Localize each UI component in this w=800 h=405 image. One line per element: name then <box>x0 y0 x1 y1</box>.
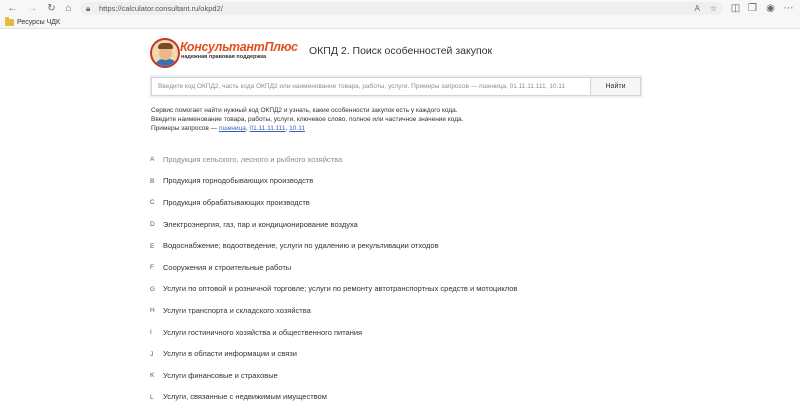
example-separator: , <box>245 125 250 132</box>
example-link-short-code[interactable]: 10.11 <box>289 125 305 132</box>
section-label[interactable]: Услуги гостиничного хозяйства и общественного питания <box>163 327 363 337</box>
section-letter: F <box>150 264 154 272</box>
browser-toolbar <box>0 0 800 17</box>
search-button[interactable]: Найти <box>590 78 640 95</box>
bookmarks-bar <box>0 17 800 29</box>
section-letter: H <box>150 307 155 315</box>
section-item-c[interactable] <box>150 192 750 214</box>
section-letter: I <box>150 329 152 337</box>
section-item-f[interactable] <box>150 257 750 279</box>
examples-line <box>151 124 463 133</box>
address-bar[interactable] <box>80 2 723 15</box>
section-item-a[interactable] <box>150 149 750 171</box>
section-item-i[interactable] <box>150 322 750 344</box>
section-item-k[interactable] <box>150 365 750 387</box>
example-link-wheat[interactable]: пшеница <box>218 125 246 132</box>
section-label[interactable]: Продукция горнодобывающих производств <box>163 176 314 186</box>
section-label[interactable]: Услуги транспорта и складского хозяйства <box>163 305 311 315</box>
home-icon[interactable]: ⌂ <box>65 2 72 14</box>
section-item-e[interactable] <box>150 235 750 257</box>
section-item-b[interactable] <box>150 171 750 193</box>
logo-mascot-icon <box>150 38 180 68</box>
back-arrow-icon[interactable]: ← <box>7 2 18 14</box>
profile-icon[interactable]: ◉ <box>766 2 775 14</box>
section-label[interactable]: Услуги, связанные с недвижимым имуществом <box>163 392 327 402</box>
example-separator: , <box>285 125 290 132</box>
section-letter: G <box>150 285 156 293</box>
favorite-star-icon[interactable]: ☆ <box>709 4 717 13</box>
collections-icon[interactable]: ❐ <box>748 2 757 14</box>
section-label[interactable]: Электроэнергия, газ, пар и кондиционирование воздуха <box>163 219 358 229</box>
section-letter: B <box>150 177 155 185</box>
okpd-section-list <box>150 149 750 405</box>
search-form <box>151 77 641 96</box>
logo-name: КонсультантПлюс <box>180 40 298 54</box>
section-label[interactable]: Продукция сельского, лесного и рыбного хозяйства <box>163 154 343 164</box>
address-url[interactable]: https://calculator.consultant.ru/okpd2/ <box>99 4 223 13</box>
section-item-g[interactable] <box>150 279 750 301</box>
consultant-logo[interactable] <box>150 38 298 68</box>
service-description <box>151 106 463 133</box>
section-label[interactable]: Услуги в области информации и связи <box>163 349 297 359</box>
section-item-j[interactable] <box>150 343 750 365</box>
bookmark-label: Ресурсы ЧДК <box>17 19 61 26</box>
section-letter: D <box>150 221 155 229</box>
section-label[interactable]: Сооружения и строительные работы <box>163 262 292 272</box>
bookmark-folder[interactable] <box>5 18 60 27</box>
examples-prefix: Примеры запросов — <box>151 125 219 132</box>
section-letter: E <box>150 242 155 250</box>
read-aloud-icon[interactable]: A <box>694 4 700 13</box>
logo-tagline: надежная правовая поддержка <box>181 54 267 60</box>
more-menu-icon[interactable]: ⋯ <box>783 2 794 14</box>
section-item-d[interactable] <box>150 214 750 236</box>
section-label[interactable]: Водоснабжение; водоотведение, услуги по удалению и рекультивации отходов <box>163 241 439 251</box>
extensions-icon[interactable]: ◫ <box>730 2 741 14</box>
section-label[interactable]: Услуги финансовые и страховые <box>163 370 278 380</box>
section-item-h[interactable] <box>150 300 750 322</box>
folder-icon <box>5 19 14 26</box>
section-letter: L <box>150 393 154 401</box>
search-input[interactable] <box>152 78 590 95</box>
section-label[interactable]: Услуги по оптовой и розничной торговле; услуги по ремонту автотранспортных средств и мотоциклов <box>163 284 518 294</box>
section-label[interactable]: Продукция обрабатывающих производств <box>163 197 310 207</box>
refresh-icon[interactable]: ↻ <box>47 2 56 14</box>
description-line-2: Введите наименование товара, работы, услуги, ключевое слово, полное или частичное значение кода. <box>151 116 464 123</box>
forward-arrow-icon[interactable]: → <box>27 2 38 14</box>
section-item-l[interactable] <box>150 387 750 405</box>
example-link-code[interactable]: 01.11.11.111 <box>249 125 286 132</box>
section-letter: C <box>150 199 155 207</box>
section-letter: K <box>150 372 155 380</box>
page-title: ОКПД 2. Поиск особенностей закупок <box>309 45 493 57</box>
description-line-1: Сервис помогает найти нужный код ОКПД2 и узнать, какие особенности закупок есть у каждого кода. <box>151 107 458 114</box>
section-letter: J <box>150 350 154 358</box>
lock-icon[interactable]: 🔒︎ <box>86 4 91 13</box>
section-letter: A <box>150 156 155 164</box>
